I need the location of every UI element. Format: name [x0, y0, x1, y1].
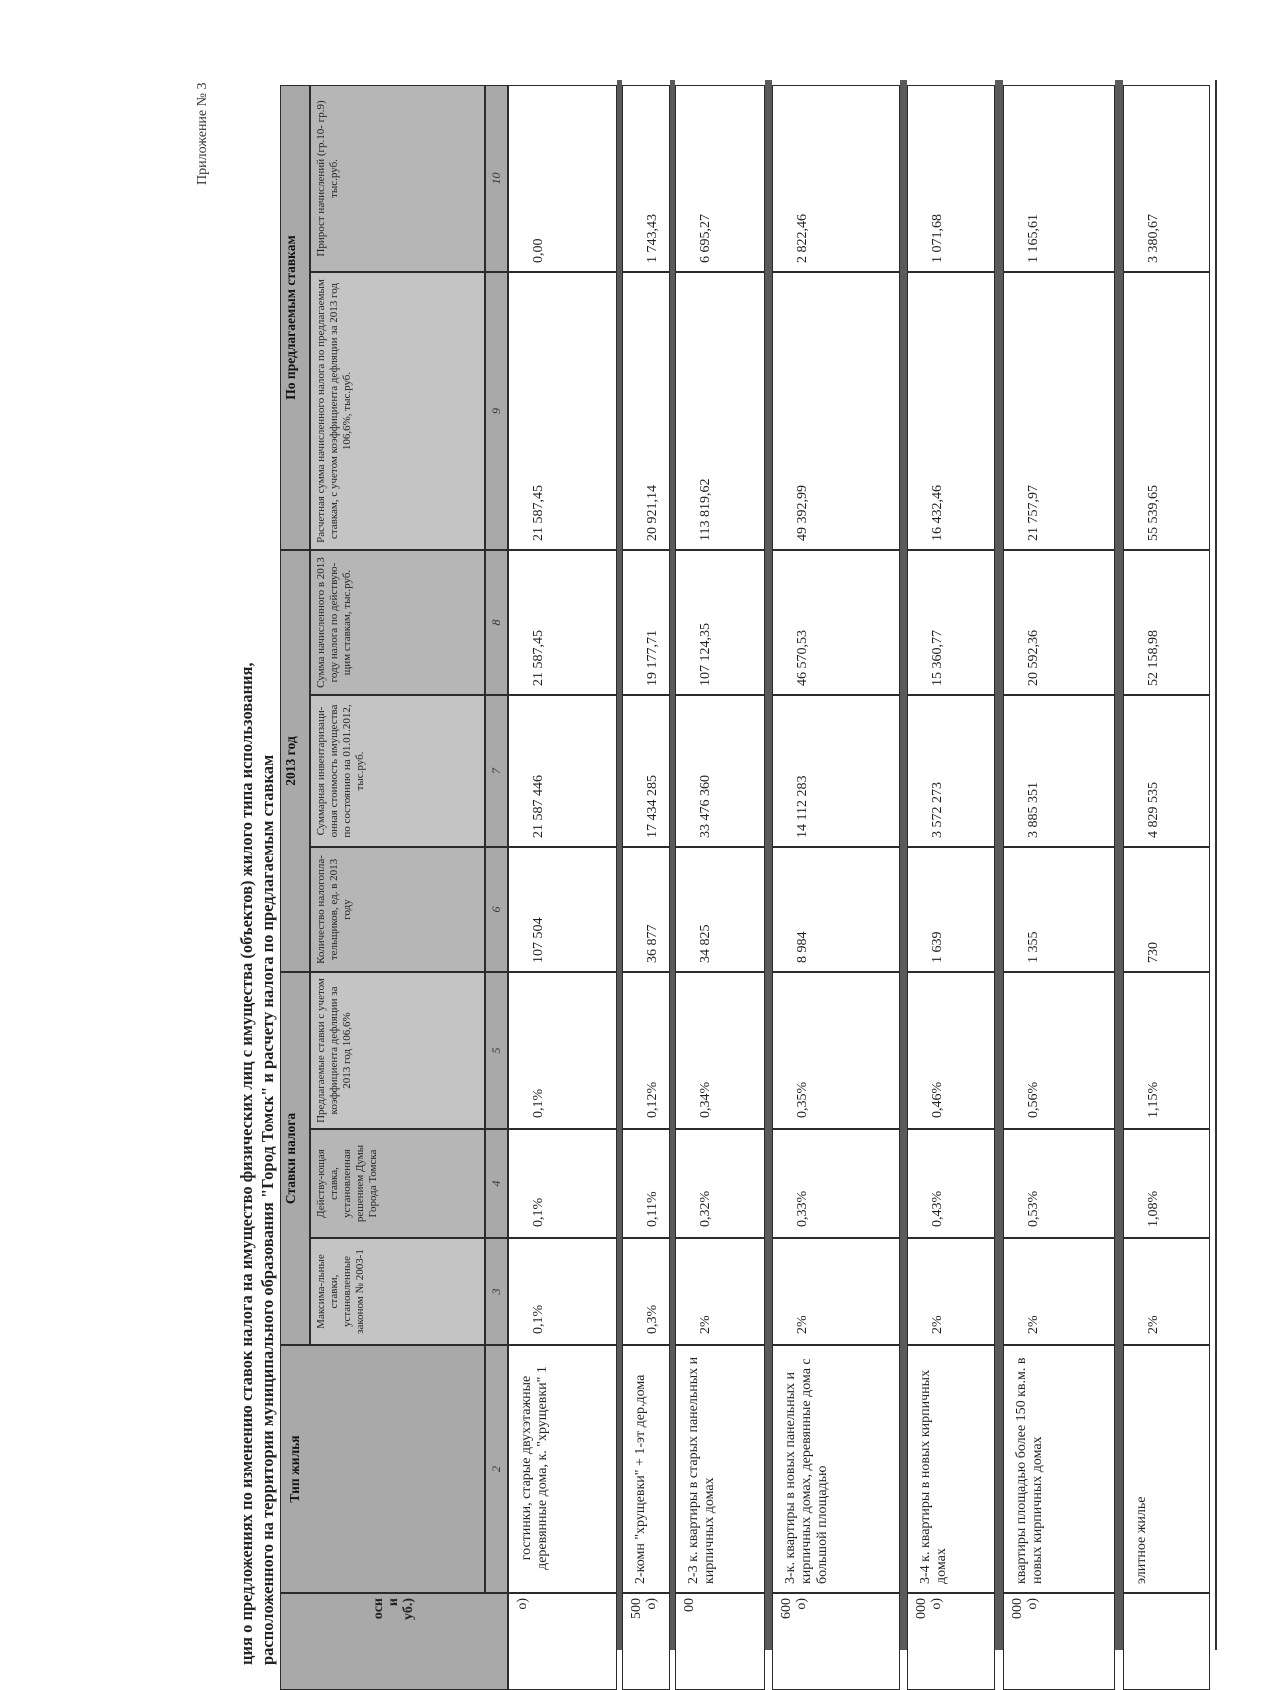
column-number-5: 5 — [485, 972, 508, 1129]
table-cell-tax-proposed: 113 819,62 — [675, 272, 765, 550]
table-cell-type: 3-к. квартиры в новых панельных и кирпичных домах, деревянные дома с большой площадью — [772, 1345, 900, 1593]
table-cell-current-rate: 1,08% — [1123, 1129, 1210, 1238]
table-cell-increase: 0,00 — [508, 85, 617, 272]
table-cell-increase: 1 165,61 — [1003, 85, 1115, 272]
row-separator — [900, 80, 907, 1650]
column-number-6: 6 — [485, 847, 508, 972]
table-cell-type: квартиры площадью более 150 кв.м. в новых кирпичных домах — [1003, 1345, 1115, 1593]
header-c7: Суммарная инвентаризаци-онная стоимость имущества по состоянию на 01.01.2012, тыс.руб. — [310, 695, 485, 847]
table-cell-inventory-value: 3 885 351 — [1003, 695, 1115, 847]
table-cell-current-rate: 0,33% — [772, 1129, 900, 1238]
table-cell-current-rate: 0,43% — [907, 1129, 995, 1238]
table-cell-taxpayers: 730 — [1123, 847, 1210, 972]
table-cell-current-rate: 0,11% — [622, 1129, 670, 1238]
row-edge-partial: 500 о) — [622, 1593, 670, 1690]
table-cell-max-rate: 2% — [772, 1238, 900, 1345]
header-c9: Расчетная сумма начисленного налога по предлагаемым ставкам, с учетом коэффициента дефляции за 2013 год 106,6%, тыс.руб. — [310, 272, 485, 550]
table-cell-increase: 1 071,68 — [907, 85, 995, 272]
table-cell-increase: 1 743,43 — [622, 85, 670, 272]
table-cell-taxpayers: 34 825 — [675, 847, 765, 972]
row-separator — [765, 80, 772, 1650]
table-cell-tax-current: 20 592,36 — [1003, 550, 1115, 695]
table-cell-tax-current: 15 360,77 — [907, 550, 995, 695]
table-cell-inventory-value: 14 112 283 — [772, 695, 900, 847]
table-cell-tax-current: 19 177,71 — [622, 550, 670, 695]
document-title-line-1: ция о предложениях по изменению ставок налога на имущество физических лиц с имущества (объектов) жилого типа использования, — [237, 662, 256, 1665]
table-cell-tax-proposed: 16 432,46 — [907, 272, 995, 550]
scan-edge-line — [1215, 80, 1217, 1650]
tax-rates-table — [280, 80, 1275, 1650]
column-number-7: 7 — [485, 695, 508, 847]
table-cell-taxpayers: 1 639 — [907, 847, 995, 972]
header-c6: Количество налогопла-тельщиков, ед. в 2013 году — [310, 847, 485, 972]
table-cell-current-rate: 0,32% — [675, 1129, 765, 1238]
table-cell-tax-current: 46 570,53 — [772, 550, 900, 695]
column-number-2: 2 — [485, 1345, 508, 1593]
document-title-line-2: расположенного на территории муниципального образования "Город Томск" и расчету налога по предлагаемым ставкам — [258, 754, 277, 1665]
table-cell-inventory-value: 17 434 285 — [622, 695, 670, 847]
table-cell-taxpayers: 107 504 — [508, 847, 617, 972]
header-c5: Предлагаемые ставки с учетом коэффициента дефляции за 2013 год 106,6% — [310, 972, 485, 1129]
table-cell-increase: 3 380,67 — [1123, 85, 1210, 272]
table-cell-tax-proposed: 49 392,99 — [772, 272, 900, 550]
table-cell-tax-current: 52 158,98 — [1123, 550, 1210, 695]
row-edge-partial — [1123, 1593, 1210, 1690]
table-cell-max-rate: 0,3% — [622, 1238, 670, 1345]
header-c10: Прирост начислений (гр.10- гр.9) тыс.руб. — [310, 85, 485, 272]
table-cell-tax-proposed: 20 921,14 — [622, 272, 670, 550]
table-cell-taxpayers: 1 355 — [1003, 847, 1115, 972]
table-cell-proposed-rate: 0,34% — [675, 972, 765, 1129]
table-cell-proposed-rate: 1,15% — [1123, 972, 1210, 1129]
row-edge-partial: 000 о) — [907, 1593, 995, 1690]
table-cell-inventory-value: 4 829 535 — [1123, 695, 1210, 847]
table-cell-proposed-rate: 0,46% — [907, 972, 995, 1129]
table-cell-type: 2-3 к. квартиры в старых панельных и кирпичных домах — [675, 1345, 765, 1593]
table-cell-increase: 2 822,46 — [772, 85, 900, 272]
table-cell-inventory-value: 3 572 273 — [907, 695, 995, 847]
table-cell-increase: 6 695,27 — [675, 85, 765, 272]
header-col1-partial: оси и уб.) — [280, 1593, 508, 1690]
table-cell-type: элитное жилье — [1123, 1345, 1210, 1593]
table-cell-inventory-value: 33 476 360 — [675, 695, 765, 847]
table-cell-current-rate: 0,53% — [1003, 1129, 1115, 1238]
table-cell-max-rate: 2% — [1003, 1238, 1115, 1345]
table-cell-max-rate: 2% — [907, 1238, 995, 1345]
table-cell-proposed-rate: 0,35% — [772, 972, 900, 1129]
row-edge-partial: 00 — [675, 1593, 765, 1690]
column-number-8: 8 — [485, 550, 508, 695]
header-rates-group: Ставки налога — [280, 972, 310, 1345]
table-cell-tax-current: 21 587,45 — [508, 550, 617, 695]
table-cell-tax-current: 107 124,35 — [675, 550, 765, 695]
table-cell-type: гостинки, старые двухэтажные деревянные дома, к. "хрущевки" 1 — [508, 1345, 617, 1593]
column-number-9: 9 — [485, 272, 508, 550]
table-cell-proposed-rate: 0,12% — [622, 972, 670, 1129]
table-cell-proposed-rate: 0,1% — [508, 972, 617, 1129]
row-edge-partial: 600 о) — [772, 1593, 900, 1690]
row-separator — [995, 80, 1003, 1650]
column-number-4: 4 — [485, 1129, 508, 1238]
header-type-group: Тип жилья — [280, 1345, 485, 1593]
table-cell-type: 3-4 к. квартиры в новых кирпичных домах — [907, 1345, 995, 1593]
table-cell-taxpayers: 8 984 — [772, 847, 900, 972]
row-edge-partial: 000 о) — [1003, 1593, 1115, 1690]
table-cell-tax-proposed: 55 539,65 — [1123, 272, 1210, 550]
table-cell-max-rate: 2% — [1123, 1238, 1210, 1345]
row-separator — [1115, 80, 1123, 1650]
header-proposed-group: По предлагаемым ставкам — [280, 85, 310, 550]
table-cell-type: 2-комн "хрущевки" + 1-эт дер.дома — [622, 1345, 670, 1593]
header-c8: Сумма начисленного в 2013 году налога по действую-щим ставкам, тыс.руб. — [310, 550, 485, 695]
table-cell-current-rate: 0,1% — [508, 1129, 617, 1238]
table-cell-tax-proposed: 21 587,45 — [508, 272, 617, 550]
table-cell-max-rate: 2% — [675, 1238, 765, 1345]
table-cell-taxpayers: 36 877 — [622, 847, 670, 972]
appendix-label: Приложение № 3 — [195, 82, 210, 185]
row-edge-partial: о) — [508, 1593, 617, 1690]
table-cell-tax-proposed: 21 757,97 — [1003, 272, 1115, 550]
header-c3: Максима-льные ставки, установленные законом № 2003-1 — [310, 1238, 485, 1345]
table-cell-inventory-value: 21 587 446 — [508, 695, 617, 847]
header-c4: Действу-ющая ставка, установленная решением Думы Города Томска — [310, 1129, 485, 1238]
table-cell-max-rate: 0,1% — [508, 1238, 617, 1345]
header-year-group: 2013 год — [280, 550, 310, 972]
column-number-3: 3 — [485, 1238, 508, 1345]
table-cell-proposed-rate: 0,56% — [1003, 972, 1115, 1129]
column-number-10: 10 — [485, 85, 508, 272]
